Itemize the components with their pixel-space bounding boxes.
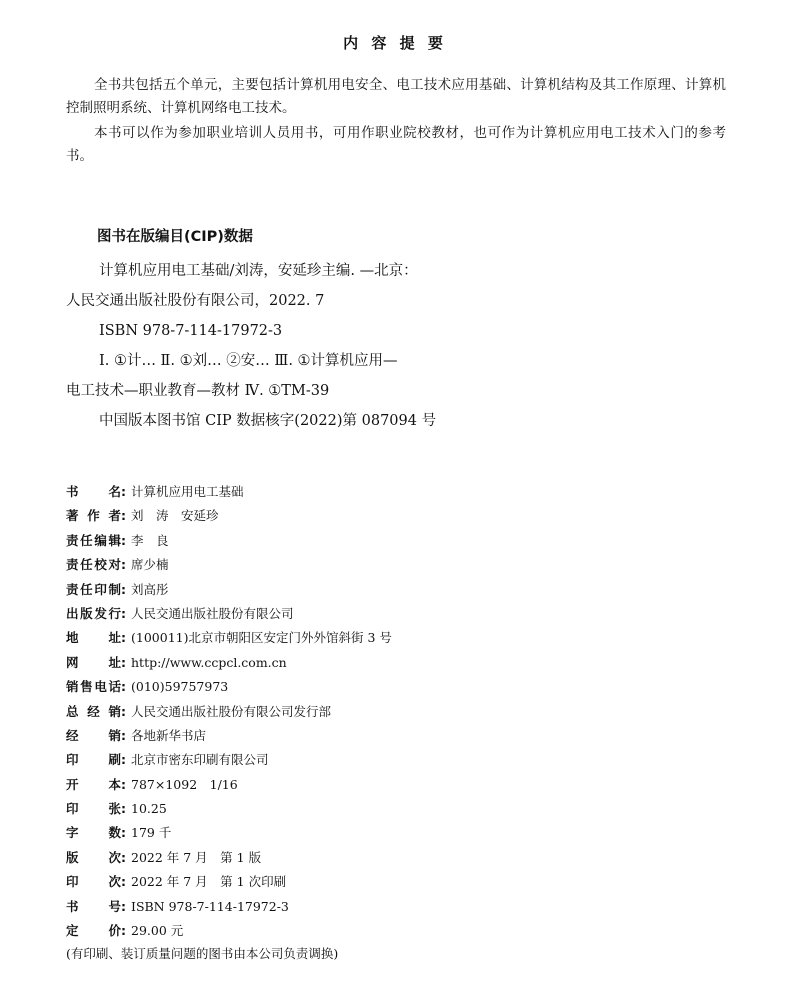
info-row: 销售电话: (010)59757973 — [66, 675, 746, 699]
info-label: 定价 — [66, 923, 121, 939]
info-row: 字数: 179 千 — [66, 821, 746, 845]
info-label: 责任校对 — [66, 557, 121, 573]
info-value: 2022 年 7 月 第 1 版 — [131, 849, 262, 865]
summary-title: 内 容 提 要 — [343, 34, 447, 52]
info-value: 北京市密东印刷有限公司 — [131, 752, 269, 768]
cip-heading: 图书在版编目(CIP)数据 — [97, 229, 253, 245]
info-row: 出版发行: 人民交通出版社股份有限公司 — [66, 602, 746, 626]
info-value: 各地新华书店 — [131, 727, 207, 743]
info-value: 10.25 — [131, 801, 167, 817]
info-label: 经销 — [66, 727, 121, 743]
summary-paragraph-1: 全书共包括五个单元，主要包括计算机用电安全、电工技术应用基础、计算机结构及其工作原理、计算机控制照明系统、计算机网络电工技术。 — [66, 77, 726, 116]
info-label: 版次 — [66, 849, 121, 865]
info-label: 印次 — [66, 874, 121, 890]
info-row: 书号: ISBN 978-7-114-17972-3 — [66, 895, 746, 919]
info-label: 开本 — [66, 776, 121, 792]
info-value: 人民交通出版社股份有限公司发行部 — [131, 703, 332, 719]
cip-line-cip-number: 中国版本图书馆 CIP 数据核字(2022)第 087094 号 — [99, 413, 437, 429]
info-value: (010)59757973 — [131, 679, 229, 695]
info-row: 责任编辑: 李 良 — [66, 529, 746, 553]
info-row: 印张: 10.25 — [66, 797, 746, 821]
info-row: 经销: 各地新华书店 — [66, 724, 746, 748]
info-label: 地址 — [66, 630, 121, 646]
info-label: 责任印制 — [66, 581, 121, 597]
info-value: 李 良 — [131, 532, 169, 548]
cip-line-classification-cont: 电工技术—职业教育—教材 Ⅳ. ①TM-39 — [66, 383, 330, 399]
info-row: 地址: (100011)北京市朝阳区安定门外外馆斜街 3 号 — [66, 626, 746, 650]
info-label: 印刷 — [66, 752, 121, 768]
info-label: 责任编辑 — [66, 532, 121, 548]
info-value: ISBN 978-7-114-17972-3 — [131, 898, 289, 914]
info-label: 书名 — [66, 484, 121, 499]
info-row: 开本: 787×1092 1/16 — [66, 773, 746, 797]
info-row: 版次: 2022 年 7 月 第 1 版 — [66, 846, 746, 870]
quality-note: (有印刷、装订质量问题的图书由本公司负责调换) — [66, 946, 339, 962]
info-label: 总经销 — [66, 703, 121, 719]
info-value: 787×1092 1/16 — [131, 776, 238, 792]
info-value: 计算机应用电工基础 — [131, 484, 244, 499]
info-label: 印张 — [66, 801, 121, 817]
info-label: 出版发行 — [66, 605, 121, 621]
info-value: http://www.ccpcl.com.cn — [131, 654, 287, 670]
info-row: 定价: 29.00 元 — [66, 919, 746, 943]
info-value: 刘 涛 安延珍 — [131, 508, 219, 524]
summary-paragraph-2: 本书可以作为参加职业培训人员用书，可用作职业院校教材，也可作为计算机应用电工技术入门的参考书。 — [66, 125, 726, 164]
info-value: (100011)北京市朝阳区安定门外外馆斜街 3 号 — [131, 630, 392, 646]
cip-line-title: 计算机应用电工基础/刘涛，安延珍主编. —北京： — [99, 263, 418, 279]
info-row: 印次: 2022 年 7 月 第 1 次印刷 — [66, 870, 746, 894]
info-label: 销售电话 — [66, 679, 121, 695]
cip-line-isbn: ISBN 978-7-114-17972-3 — [99, 323, 283, 339]
info-row: 责任印制: 刘高彤 — [66, 578, 746, 602]
info-row: 印刷: 北京市密东印刷有限公司 — [66, 748, 746, 772]
info-label: 网址 — [66, 654, 121, 670]
info-value: 179 千 — [131, 825, 172, 841]
publication-info — [66, 480, 746, 965]
info-row: 总经销: 人民交通出版社股份有限公司发行部 — [66, 700, 746, 724]
cip-line-classification: Ⅰ. ①计… Ⅱ. ①刘… ②安… Ⅲ. ①计算机应用— — [99, 353, 398, 369]
info-value: 刘高彤 — [131, 581, 169, 597]
cip-line-publisher: 人民交通出版社股份有限公司，2022. 7 — [66, 293, 325, 309]
info-label: 著作者 — [66, 508, 121, 524]
info-label: 字数 — [66, 825, 121, 841]
info-row: 网址: http://www.ccpcl.com.cn — [66, 651, 746, 675]
info-row: 著作者: 刘 涛 安延珍 — [66, 504, 746, 528]
cip-data-block — [66, 256, 706, 436]
info-value: 席少楠 — [131, 557, 169, 573]
info-value: 29.00 元 — [131, 923, 184, 939]
info-value: 人民交通出版社股份有限公司 — [131, 605, 294, 621]
info-row: 书名: 计算机应用电工基础 — [66, 480, 746, 504]
info-label: 书号 — [66, 898, 121, 914]
info-row: 责任校对: 席少楠 — [66, 553, 746, 577]
info-value: 2022 年 7 月 第 1 次印刷 — [131, 874, 287, 890]
